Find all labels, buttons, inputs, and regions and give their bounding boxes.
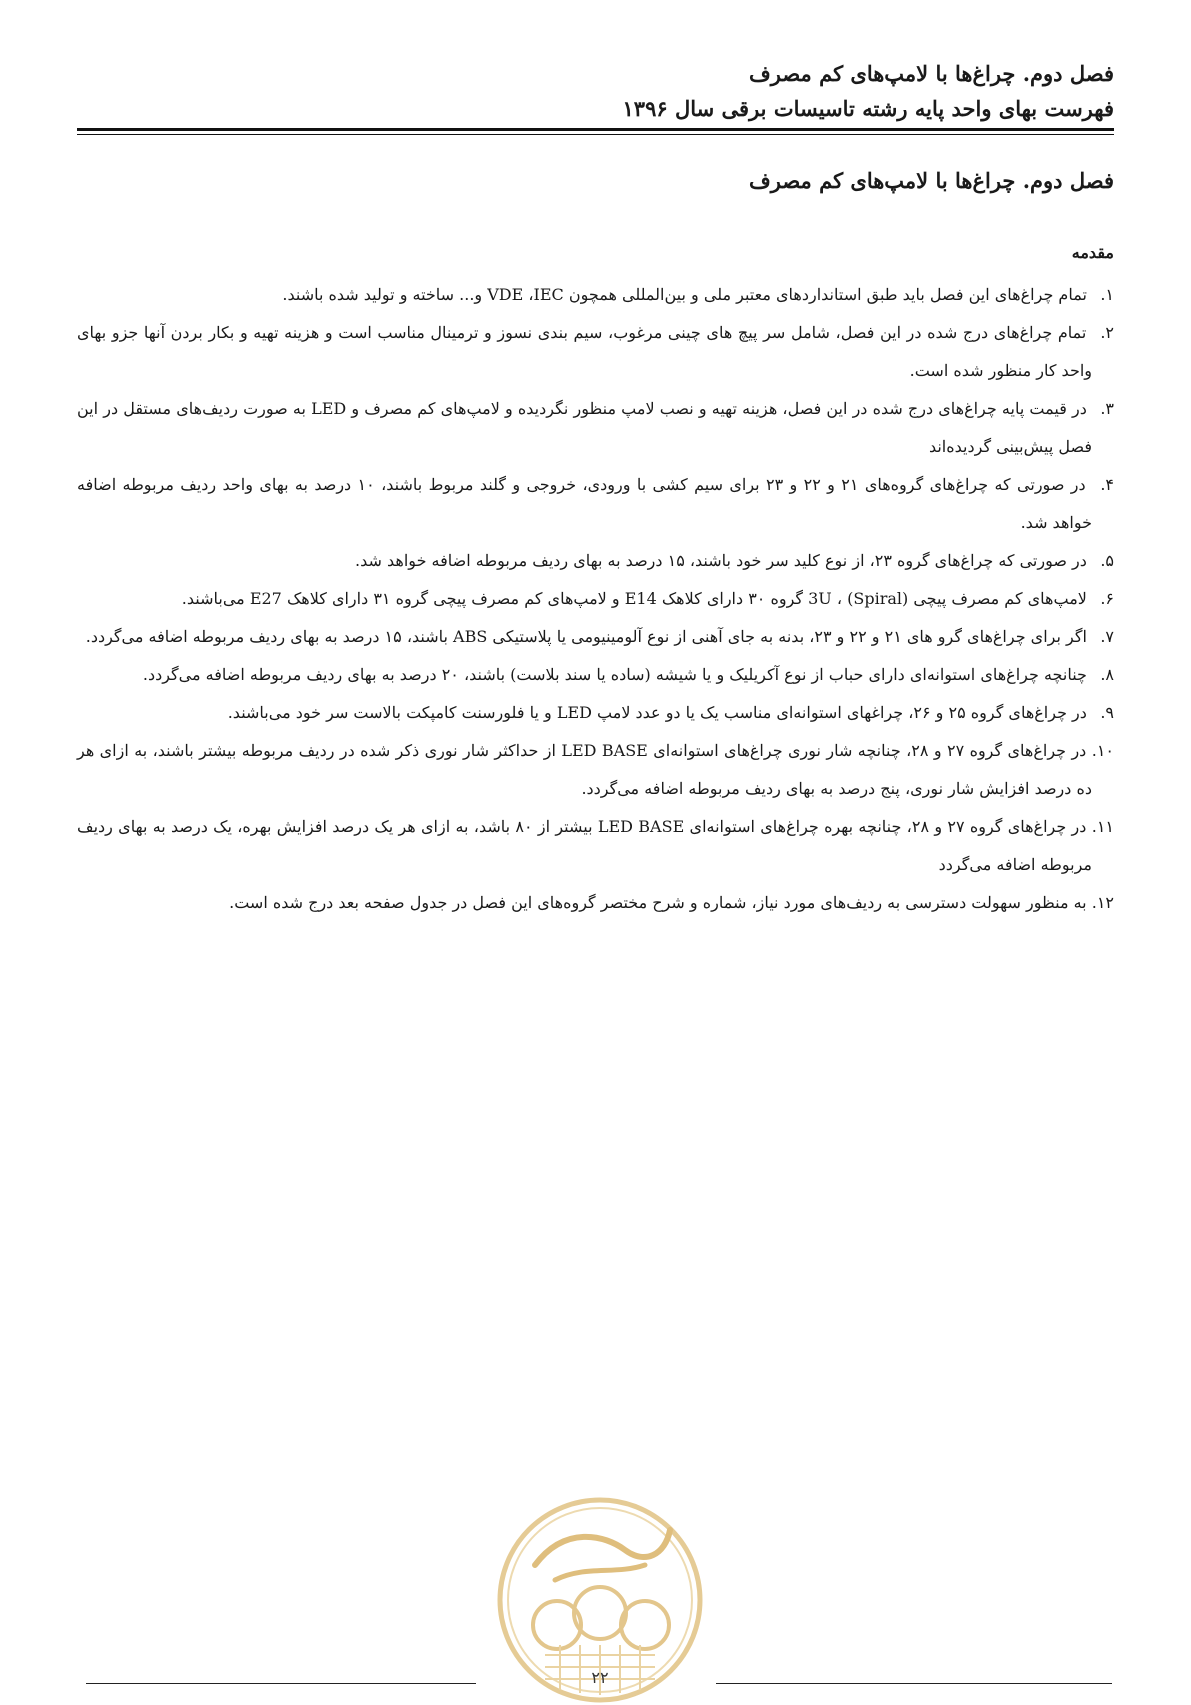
list-item-number: ۱۱. <box>1091 817 1114 836</box>
running-header <box>77 56 1114 126</box>
list-item-text: اگر برای چراغ‌های گرو های ۲۱ و ۲۲ و ۲۳، بدنه به جای آهنی از نوع آلومینیومی یا پلاستیکی ABS باشند، ۱۵ درصد به بهای ردیف مربوطه اضافه می‌گردد. <box>85 627 1087 646</box>
numbered-list <box>77 276 1114 922</box>
list-item-text: در صورتی که چراغ‌های گروه‌های ۲۱ و ۲۲ و ۲۳ برای سیم کشی با ورودی، خروجی و گلند مربوط باشند، ۱۰ درصد به بهای واحد ردیف مربوطه اضافه خواهد شد. <box>77 475 1092 532</box>
list-item-text: تمام چراغ‌های این فصل باید طبق استانداردهای معتبر ملی و بین‌المللی همچون VDE ،IEC و... ساخته و تولید شده باشند. <box>282 285 1087 304</box>
section-heading: مقدمه <box>1071 243 1114 262</box>
list-item-text: در چراغ‌های گروه ۲۷ و ۲۸، چنانچه بهره چراغ‌های استوانه‌ای LED BASE بیشتر از ۸۰ باشد، به ازای هر یک درصد افزایش بهره، یک درصد به بهای ردیف مربوطه اضافه می‌گردد <box>77 817 1092 874</box>
list-item-number: ۵. <box>1100 551 1114 570</box>
chapter-title: فصل دوم. چراغ‌ها با لامپ‌های کم مصرف <box>748 168 1114 193</box>
page-number: ۲۲ <box>591 1668 609 1687</box>
list-item-text: در قیمت پایه چراغ‌های درج شده در این فصل، هزینه تهیه و نصب لامپ منظور نگردیده و لامپ‌های کم مصرف و LED به صورت ردیف‌های مستقل در این فصل پیش‌بینی گردیده‌اند <box>77 399 1092 456</box>
list-item-text: لامپ‌های کم مصرف پیچی (Spiral) ، 3U گروه ۳۰ دارای کلاهک E14 و لامپ‌های کم مصرف پیچی گروه ۳۱ دارای کلاهک E27 می‌باشند. <box>181 589 1087 608</box>
header-rule-thick <box>77 128 1114 131</box>
list-item-text: در چراغ‌های گروه ۲۷ و ۲۸، چنانچه شار نوری چراغ‌های استوانه‌ای LED BASE از حداکثر شار نوری ذکر شده در ردیف مربوطه بیشتر باشند، به ازای هر ده درصد افزایش شار نوری، پنج درصد به بهای ردیف مربوطه اضافه می‌گردد. <box>77 741 1092 798</box>
list-item <box>77 466 1114 542</box>
list-item-number: ۱. <box>1100 285 1114 304</box>
list-item-number: ۹. <box>1100 703 1114 722</box>
list-item <box>77 656 1114 694</box>
list-item-number: ۸. <box>1100 665 1114 684</box>
header-chapter-title: فصل دوم. چراغ‌ها با لامپ‌های کم مصرف <box>748 61 1114 86</box>
list-item <box>77 314 1114 390</box>
list-item-text: در چراغ‌های گروه ۲۵ و ۲۶، چراغهای استوانه‌ای مناسب یک یا دو عدد لامپ LED و یا فلورسنت کامپکت بالاست سر خود می‌باشند. <box>227 703 1087 722</box>
list-item <box>77 390 1114 466</box>
list-item <box>77 618 1114 656</box>
list-item-number: ۱۰. <box>1091 741 1114 760</box>
header-document-title: فهرست بهای واحد پایه رشته تاسیسات برقی سال ۱۳۹۶ <box>622 96 1114 121</box>
list-item <box>77 694 1114 732</box>
list-item-text: به منظور سهولت دسترسی به ردیف‌های مورد نیاز، شماره و شرح مختصر گروه‌های این فصل در جدول صفحه بعد درج شده است. <box>229 893 1087 912</box>
list-item <box>77 732 1114 808</box>
header-rule-thin <box>77 134 1114 135</box>
list-item-text: در صورتی که چراغ‌های گروه ۲۳، از نوع کلید سر خود باشند، ۱۵ درصد به بهای ردیف مربوطه اضافه خواهد شد. <box>355 551 1087 570</box>
list-item <box>77 808 1114 884</box>
list-item-number: ۶. <box>1100 589 1114 608</box>
list-item-number: ۱۲. <box>1091 893 1114 912</box>
list-item-number: ۴. <box>1100 475 1114 494</box>
list-item <box>77 276 1114 314</box>
list-item-number: ۷. <box>1100 627 1114 646</box>
list-item-text: تمام چراغ‌های درج شده در این فصل، شامل سر پیچ های چینی مرغوب، سیم بندی نسوز و ترمینال مناسب است و هزینه تهیه و بکار بردن آنها جزو بهای واحد کار منظور شده است. <box>77 323 1092 380</box>
list-item-number: ۳. <box>1100 399 1115 418</box>
list-item <box>77 542 1114 580</box>
list-item-number: ۲. <box>1100 323 1114 342</box>
list-item <box>77 884 1114 922</box>
list-item <box>77 580 1114 618</box>
list-item-text: چنانچه چراغ‌های استوانه‌ای دارای حباب از نوع آکریلیک و یا شیشه (ساده یا سند بلاست) باشند، ۲۰ درصد به بهای ردیف مربوطه اضافه می‌گردد. <box>142 665 1087 684</box>
